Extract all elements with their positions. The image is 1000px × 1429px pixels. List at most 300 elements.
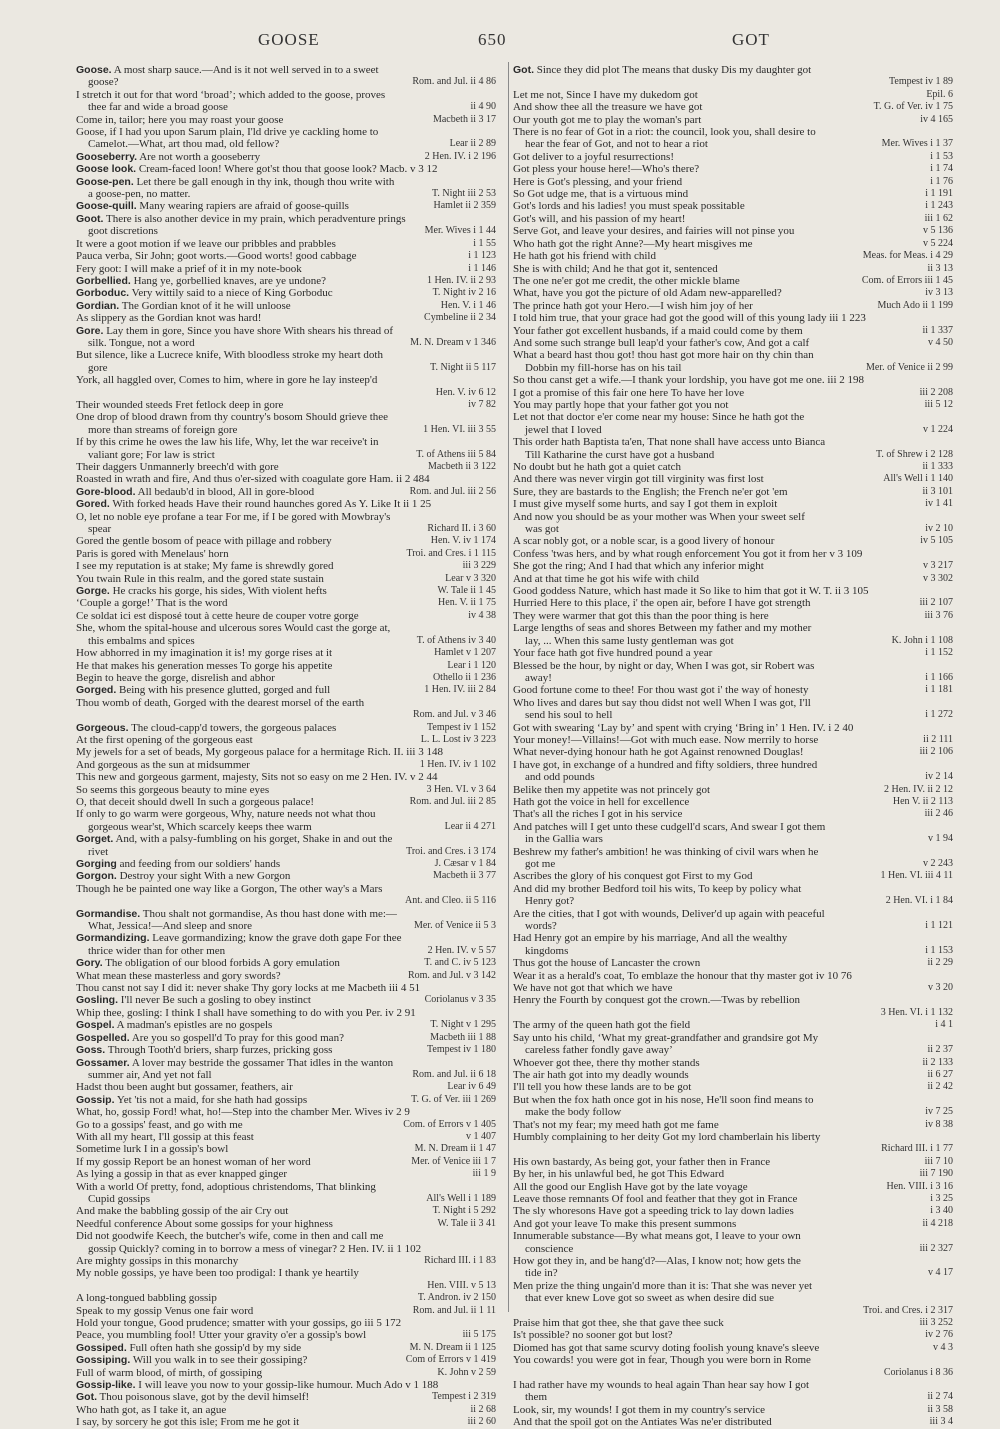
concordance-line [513, 1181, 953, 1193]
quotation-text [76, 1367, 262, 1379]
quotation: Till Katharine the curst have got a husband [525, 448, 715, 461]
play-reference: K. John i 1 108 [888, 635, 953, 647]
quotation-text [76, 1181, 376, 1193]
quotation: Your face hath got five hundred pound a year [513, 647, 713, 660]
play-reference: Macbeth ii 3 122 [424, 461, 496, 473]
quotation-text [513, 411, 804, 423]
quotation: And that the spoil got on the Antiates Was ne'er distributed [513, 1416, 772, 1429]
keyword: Gorged. [76, 684, 117, 697]
concordance-line [76, 771, 496, 783]
quotation-text [76, 486, 314, 498]
quotation: How got they in, and be hang'd?—Alas, I know not; how gets the [513, 1255, 801, 1267]
quotation-text [76, 1255, 238, 1267]
right-column [513, 64, 953, 1429]
concordance-line [76, 883, 496, 895]
concordance-line [76, 1416, 496, 1428]
concordance-line [513, 945, 953, 957]
concordance-line [513, 188, 953, 200]
play-reference: i 3 25 [926, 1193, 953, 1205]
quotation: By her, in his unlawful bed, he got This Edward [513, 1168, 725, 1181]
quotation: Paris is gored with Menelaus' horn [76, 547, 229, 560]
quotation-text [513, 1317, 724, 1329]
quotation: Hath got the voice in hell for excellence [513, 795, 690, 808]
quotation-text [513, 982, 672, 994]
quotation: spear [88, 523, 112, 536]
concordance-line [76, 436, 496, 448]
quotation-text [76, 461, 279, 473]
quotation: I'll never Be such a gosling to obey instinct [118, 994, 311, 1007]
concordance-line [76, 1280, 496, 1292]
quotation-text [76, 1019, 272, 1031]
concordance-line [76, 213, 496, 225]
quotation-text [76, 1156, 311, 1168]
concordance-line [513, 349, 953, 361]
quotation: Their wounded steeds Fret fetlock deep in gore [76, 398, 284, 411]
quotation-text [88, 523, 111, 535]
quotation: Thou canst not say I did it: never shake Thy gory locks at me Macbeth iii 4 51 [76, 982, 421, 995]
concordance-line [76, 337, 496, 349]
concordance-line [76, 151, 496, 163]
concordance-line [76, 1156, 496, 1168]
quotation: This order hath Baptista ta'en, That none shall have access unto Bianca [513, 436, 826, 449]
concordance-line [513, 511, 953, 523]
quotation: goose? [88, 76, 119, 89]
concordance-line [76, 300, 496, 312]
concordance-line [513, 1032, 953, 1044]
quotation-text [76, 436, 379, 448]
concordance-line [513, 622, 953, 634]
play-reference: ii 2 42 [923, 1081, 953, 1093]
quotation: was got [525, 523, 559, 536]
quotation-text [76, 560, 334, 572]
quotation: I will leave you now to your gossip-like humour. Much Ado v 1 188 [135, 1379, 439, 1392]
concordance-line [76, 784, 496, 796]
play-reference: i 1 191 [921, 188, 953, 200]
quotation: And gorgeous as the sun at midsummer [76, 758, 250, 771]
quotation-text [76, 870, 290, 882]
concordance-line [513, 200, 953, 212]
quotation-text [513, 660, 814, 672]
concordance-line [513, 1044, 953, 1056]
concordance-line [76, 622, 496, 634]
concordance-line [76, 746, 496, 758]
concordance-line [513, 635, 953, 647]
play-reference: Rom. and Jul. iii 2 85 [406, 796, 496, 808]
concordance-line [76, 1404, 496, 1416]
concordance-line [513, 1292, 953, 1304]
concordance-line [76, 89, 496, 101]
play-reference: Troi. and Cres. i 1 115 [402, 548, 496, 560]
concordance-line [513, 994, 953, 1006]
quotation-text [513, 436, 825, 448]
quotation-text [76, 399, 283, 411]
quotation: Diomed has got that same scurvy doting foolish young knave's sleeve [513, 1341, 820, 1354]
concordance-line [513, 1131, 953, 1143]
concordance-line [513, 1081, 953, 1093]
concordance-line [513, 1342, 953, 1354]
concordance-line [513, 573, 953, 585]
quotation-text [76, 957, 340, 969]
play-reference: i 1 121 [921, 920, 953, 932]
quotation-text [513, 200, 745, 212]
quotation: Henry got? [525, 895, 575, 908]
quotation: She, whom the spital-house and ulcerous sores Would cast the gorge at, [76, 622, 391, 635]
quotation-text [76, 287, 333, 299]
quotation-text [513, 387, 744, 399]
play-reference: Mer. of Venice ii 5 3 [410, 920, 496, 932]
concordance-line [76, 1342, 496, 1354]
quotation-text [76, 597, 228, 609]
quotation: With a world Of pretty, fond, adoptious christendoms, That blinking [76, 1180, 376, 1193]
keyword: Goose. [76, 64, 112, 76]
quotation: She is with child; And he that got it, sentenced [513, 262, 718, 275]
play-reference: All's Well i 1 140 [879, 473, 953, 485]
quotation: No doubt but he hath got a quiet catch [513, 461, 682, 473]
column-divider [508, 62, 509, 1312]
quotation-text [88, 635, 195, 647]
quotation: One drop of blood drawn from thy country's bosom Should grieve thee [76, 411, 389, 424]
quotation: Beshrew my father's ambition! he was thinking of civil wars when he [513, 845, 819, 858]
play-reference: M. N. Dream v 1 346 [406, 337, 496, 349]
quotation-text [525, 1292, 774, 1304]
quotation: this embalms and spices [88, 634, 195, 647]
quotation-text [76, 660, 332, 672]
quotation-text [88, 1193, 150, 1205]
quotation-text [513, 176, 682, 188]
play-reference: W. Tale ii 1 45 [434, 585, 496, 597]
concordance-line [76, 449, 496, 461]
quotation-text [76, 312, 261, 324]
left-headword: GOOSE [258, 30, 320, 49]
quotation: As slippery as the Gordian knot was hard! [76, 312, 262, 325]
concordance-line [76, 287, 496, 299]
concordance-line [76, 647, 496, 659]
play-reference: ii 2 111 [919, 734, 953, 746]
keyword: Gosling. [76, 994, 118, 1007]
quotation: O, that deceit should dwell In such a gorgeous palace! [76, 795, 315, 808]
concordance-line [513, 784, 953, 796]
play-reference: T. Night iv 2 16 [429, 287, 496, 299]
concordance-line [76, 846, 496, 858]
concordance-line [513, 1243, 953, 1255]
keyword: Got. [513, 64, 534, 76]
quotation: Whip thee, gosling: I think I shall have something to do with you Per. iv 2 91 [76, 1006, 416, 1019]
quotation-text [513, 1131, 820, 1143]
concordance-line [76, 982, 496, 994]
play-reference: M. N. Dream ii 1 47 [411, 1143, 496, 1155]
quotation: tide in? [525, 1267, 558, 1280]
quotation-text [88, 337, 195, 349]
play-reference: T. of Shrew i 2 128 [872, 449, 953, 461]
quotation-text [76, 64, 379, 76]
concordance-line [513, 1404, 953, 1416]
quotation: goot discretions [88, 225, 158, 238]
concordance-line [513, 970, 953, 982]
concordance-line [76, 362, 496, 374]
quotation: summer air, And yet not fall [88, 1068, 212, 1081]
concordance-line [513, 362, 953, 374]
concordance-line [513, 1057, 953, 1069]
quotation: Gored the gentle bosom of peace with pillage and robbery [76, 535, 332, 548]
play-reference: iv 4 165 [916, 114, 953, 126]
quotation-text [513, 846, 818, 858]
play-reference: iii 2 60 [464, 1416, 496, 1428]
concordance-line [513, 846, 953, 858]
concordance-line [513, 610, 953, 622]
concordance-line [513, 1367, 953, 1379]
play-reference: J. Cæsar v 1 84 [431, 858, 496, 870]
concordance-line [513, 1391, 953, 1403]
concordance-line [513, 1193, 953, 1205]
quotation-text [76, 1007, 416, 1019]
quotation-text [513, 1354, 811, 1366]
quotation-text [76, 1168, 287, 1180]
quotation: Full of warm blood, of mirth, of gossiping [76, 1366, 263, 1379]
quotation: Ce soldat ici est disposé tout à cette heure de couper votre gorge [76, 609, 359, 622]
quotation-text [76, 1131, 254, 1143]
quotation-text [513, 225, 794, 237]
quotation-text [513, 163, 699, 175]
quotation: Men prize the thing ungain'd more than it is: That she was never yet [513, 1279, 813, 1292]
quotation: Got's will, and his passion of my heart! [513, 212, 686, 225]
concordance-line [76, 1131, 496, 1143]
concordance-line [513, 89, 953, 101]
quotation-text [88, 76, 119, 88]
quotation: Who hath got, as I take it, an ague [76, 1403, 227, 1416]
quotation: I told him true, that your grace had got the good will of this young lady iii 1 223 [513, 312, 866, 325]
quotation: Thou poisonous slave, got by the devil himself! [97, 1391, 310, 1404]
concordance-line [76, 387, 496, 399]
quotation: rivet [88, 845, 109, 858]
quotation: All the good our English Have got by the late voyage [513, 1180, 748, 1193]
concordance-line [513, 560, 953, 572]
quotation-text [513, 647, 712, 659]
concordance-line [76, 188, 496, 200]
quotation: Needful conference About some gossips for your highness [76, 1217, 333, 1230]
play-reference: 3 Hen. VI. v 3 64 [422, 784, 496, 796]
quotation: Are the cities, that I got with wounds, Deliver'd up again with peaceful [513, 907, 825, 920]
quotation-text [513, 461, 681, 473]
quotation-text [76, 374, 377, 386]
quotation: Blessed be the hour, by night or day, When I was got, sir Robert was [513, 659, 815, 672]
quotation: And did my brother Bedford toil his wits, To keep by policy what [513, 882, 802, 895]
play-reference: T. and C. iv 5 123 [420, 957, 496, 969]
quotation: Got's lords and his ladies! you must speak possitable [513, 200, 745, 213]
concordance-line [76, 970, 496, 982]
quotation-text [513, 1069, 689, 1081]
quotation: A scar nobly got, or a noble scar, is a good livery of honour [513, 535, 775, 548]
quotation: What, Jessica!—And sleep and snore [88, 920, 253, 933]
quotation-text [88, 1069, 212, 1081]
quotation: valiant gore; For law is strict [88, 448, 215, 461]
play-reference: Hamlet ii 2 359 [430, 200, 497, 212]
quotation-text [513, 932, 787, 944]
quotation-text [525, 523, 559, 535]
keyword: Gored. [76, 498, 110, 511]
quotation: What a beard hast thou got! thou hast got more hair on thy chin than [513, 349, 814, 362]
play-reference: ii 1 337 [918, 325, 953, 337]
quotation: A long-tongued babbling gossip [76, 1292, 217, 1305]
quotation: Roasted in wrath and fire, And thus o'er-sized with coagulate gore Ham. ii 2 484 [76, 473, 430, 486]
quotation-text [76, 722, 336, 734]
concordance-line [76, 597, 496, 609]
play-reference: i 1 152 [921, 647, 953, 659]
quotation: Let there be gall enough in thy ink, though thou write with [133, 175, 395, 188]
play-reference: iii 7 10 [921, 1156, 953, 1168]
concordance-line [513, 709, 953, 721]
quotation-text [76, 610, 359, 622]
quotation-text [513, 1156, 770, 1168]
quotation: I had rather have my wounds to heal again Than hear say how I got [513, 1379, 810, 1392]
quotation: Hadst thou been aught but gossamer, feathers, air [76, 1081, 293, 1094]
concordance-line [513, 76, 953, 88]
play-reference: Hen. VIII. v 5 13 [423, 1280, 496, 1292]
quotation: them [525, 1391, 547, 1404]
keyword: Goot. [76, 212, 104, 225]
play-reference: T. Night iii 2 53 [428, 188, 496, 200]
quotation: Belike then my appetite was not princely got [513, 783, 711, 796]
quotation: gossip Quickly? coming in to borrow a mess of vinegar? 2 Hen. IV. ii 1 102 [88, 1242, 422, 1255]
play-reference: i 1 243 [921, 200, 953, 212]
quotation-text [513, 238, 753, 250]
quotation: I stretch it out for that word ‘broad’; which added to the goose, proves [76, 88, 386, 101]
play-reference: iii 2 46 [921, 808, 953, 820]
play-reference: Hen V. ii 2 113 [889, 796, 953, 808]
quotation: I have got, in exchange of a hundred and fifty soldiers, three hundred [513, 758, 818, 771]
concordance-line [76, 1007, 496, 1019]
play-reference: M. N. Dream ii 1 125 [406, 1342, 496, 1354]
play-reference: iv 5 105 [916, 535, 953, 547]
quotation-text [513, 1230, 801, 1242]
quotation-text [76, 932, 402, 944]
quotation-text [513, 560, 764, 572]
quotation-text [513, 1416, 772, 1428]
quotation-text [513, 1119, 719, 1131]
concordance-line [513, 263, 953, 275]
concordance-line [513, 1106, 953, 1118]
keyword: Gorge. [76, 585, 110, 598]
quotation: And got your leave To make this present summons [513, 1217, 737, 1230]
quotation: Hold your tongue, Good prudence; smatter with your gossips, go iii 5 172 [76, 1317, 402, 1330]
quotation-text [513, 1193, 797, 1205]
quotation: Thus got the house of Lancaster the crown [513, 957, 701, 970]
quotation-text [513, 697, 811, 709]
quotation-text [76, 89, 385, 101]
quotation: gore [88, 361, 108, 374]
quotation: silk. Tongue, not a word [88, 336, 195, 349]
concordance-line [513, 1205, 953, 1217]
quotation: And there was never virgin got till virginity was first lost [513, 473, 764, 486]
concordance-line [513, 1119, 953, 1131]
play-reference: Com. of Errors v 1 405 [399, 1119, 496, 1131]
play-reference: v 5 224 [919, 238, 953, 250]
quotation: Cream-faced loon! Where got'st thou that goose look? Macb. v 3 12 [136, 163, 438, 176]
play-reference: Ant. and Cleo. ii 5 116 [401, 895, 496, 907]
concordance-line [513, 1230, 953, 1242]
concordance-line [513, 1007, 953, 1019]
quotation-text [76, 473, 430, 485]
quotation-text [513, 796, 689, 808]
concordance-line [513, 759, 953, 771]
quotation-text [513, 734, 818, 746]
quotation-text [513, 1057, 700, 1069]
concordance-line [513, 1156, 953, 1168]
quotation: This new and gorgeous garment, majesty, Sits not so easy on me 2 Hen. IV. v 2 44 [76, 771, 438, 784]
play-reference: iii 7 190 [916, 1168, 953, 1180]
play-reference: ii 4 90 [466, 101, 496, 113]
quotation: send his soul to hell [525, 709, 613, 722]
concordance-line [513, 287, 953, 299]
quotation-text [513, 908, 825, 920]
play-reference: Richard II. i 3 60 [423, 523, 496, 535]
quotation: Good goddess Nature, which hast made it So like to him that got it W. T. ii 3 105 [513, 585, 869, 598]
concordance-line [513, 982, 953, 994]
concordance-line [76, 1230, 496, 1242]
keyword: Gossiping. [76, 1354, 131, 1367]
keyword: Gore. [76, 324, 104, 337]
quotation: Thou womb of death, Gorged with the dearest morsel of the earth [76, 696, 365, 709]
quotation-text [76, 1342, 301, 1354]
concordance-line [76, 1019, 496, 1031]
concordance-line [513, 1069, 953, 1081]
quotation-text [88, 449, 215, 461]
play-reference: Much Ado ii 1 199 [873, 300, 953, 312]
concordance-line [513, 449, 953, 461]
play-reference: T. Night v 1 295 [426, 1019, 496, 1031]
concordance-line [76, 349, 496, 361]
quotation: A most sharp sauce.—And is it not well served in to a sweet [111, 64, 379, 76]
concordance-line [76, 560, 496, 572]
play-reference: 2 Hen. IV. v 5 57 [424, 945, 496, 957]
quotation: Hurried Here to this place, i' the open air, before I have got strength [513, 597, 811, 610]
concordance-line [513, 337, 953, 349]
quotation: words? [525, 920, 557, 933]
quotation: What mean these masterless and gory swords? [76, 969, 281, 982]
quotation: Your father got excellent husbands, if a maid could come by them [513, 324, 803, 337]
right-headword: GOT [732, 30, 770, 49]
concordance-line [76, 411, 496, 423]
quotation-text [76, 982, 420, 994]
concordance-line [76, 1181, 496, 1193]
quotation-text [76, 511, 390, 523]
quotation-text [513, 1255, 801, 1267]
concordance-line [76, 945, 496, 957]
concordance-line [76, 672, 496, 684]
concordance-line [76, 833, 496, 845]
quotation: Henry the Fourth by conquest got the crown.—Twas by rebellion [513, 994, 801, 1007]
concordance-line [513, 473, 953, 485]
quotation: But when the fox hath once got in his nose, He'll soon find means to [513, 1093, 814, 1106]
play-reference: iv 4 38 [464, 610, 496, 622]
quotation: If only to go warm were gorgeous, Why, nature needs not what thou [76, 808, 376, 821]
play-reference: Lear iv 6 49 [443, 1081, 496, 1093]
play-reference: Com of Errors v 1 419 [402, 1354, 496, 1366]
quotation-text [513, 287, 782, 299]
quotation-text [76, 1032, 344, 1044]
quotation-text [76, 1404, 226, 1416]
concordance-line [513, 1267, 953, 1279]
concordance-line [76, 486, 496, 498]
concordance-line [513, 387, 953, 399]
play-reference: ii 2 74 [923, 1391, 953, 1403]
quotation-text [76, 411, 388, 423]
quotation-text [513, 114, 701, 126]
quotation-text [525, 672, 552, 684]
concordance-line [76, 126, 496, 138]
keyword: Gorging [76, 858, 117, 870]
play-reference: i 1 146 [464, 263, 496, 275]
play-reference: Lear ii 4 271 [441, 821, 496, 833]
